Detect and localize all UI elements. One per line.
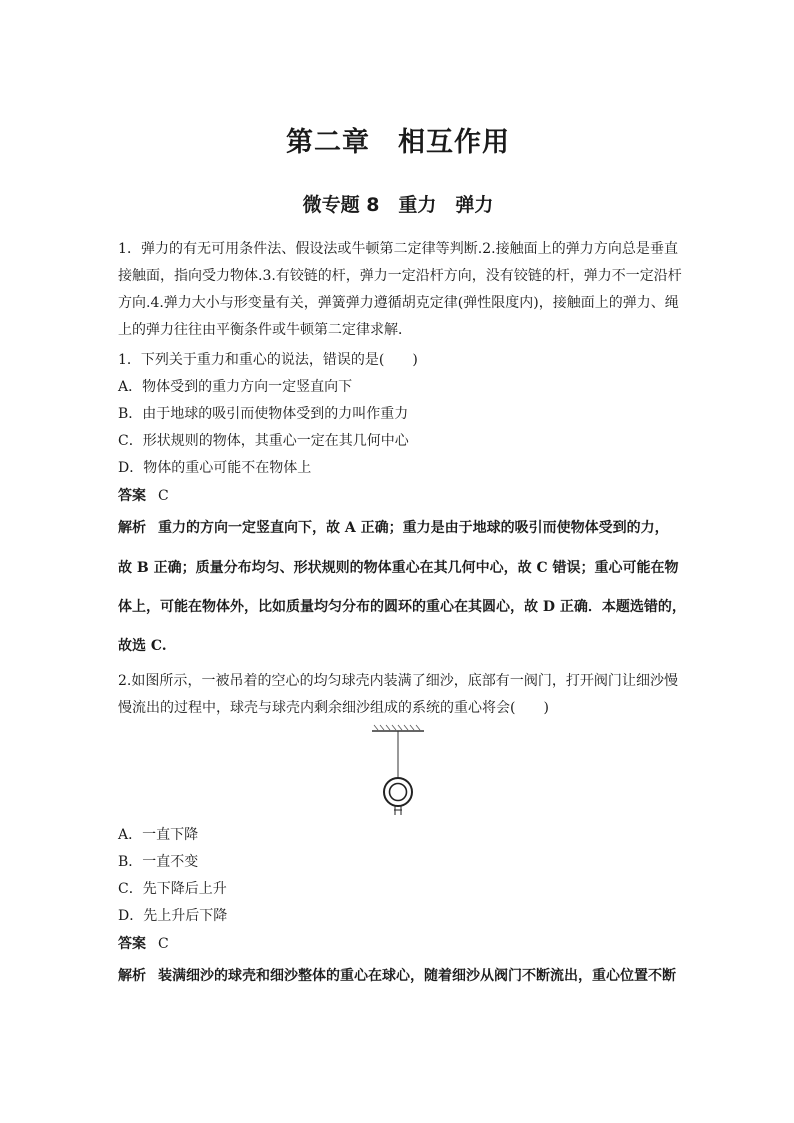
analysis-label: 解析 <box>118 520 146 536</box>
answer-label: 答案 <box>118 488 146 504</box>
question-2-option-a: A．一直下降 <box>118 827 199 843</box>
question-1-stem: 1．下列关于重力和重心的说法，错误的是( ) <box>118 352 418 368</box>
question-2-option-c: C．先下降后上升 <box>118 881 227 897</box>
summary-line: 上的弹力往往由平衡条件或牛顿第二定律求解． <box>118 322 412 338</box>
question-1-answer <box>118 487 678 505</box>
question-1-analysis-line: 故 B 正确；质量分布均匀、形状规则的物体重心在其几何中心，故 C 错误；重心可能在物 <box>118 560 679 576</box>
summary-line: 1．弹力的有无可用条件法、假设法或牛顿第二定律等判断.2.接触面上的弹力方向总是垂直 <box>118 241 678 257</box>
analysis-label: 解析 <box>118 968 146 984</box>
chapter-title: 第二章 相互作用 <box>286 127 510 158</box>
question-1-option-c: C．形状规则的物体，其重心一定在其几何中心 <box>118 433 409 449</box>
question-2-option-b: B．一直不变 <box>118 854 199 870</box>
spherical-shell-inner <box>390 784 407 801</box>
answer-label: 答案 <box>118 936 146 952</box>
valve <box>394 806 402 815</box>
analysis-text: 装满细沙的球壳和细沙整体的重心在球心，随着细沙从阀门不断流出，重心位置不断 <box>158 968 676 984</box>
analysis-text: 重力的方向一定竖直向下，故 A 正确；重力是由于地球的吸引而使物体受到的力， <box>158 520 669 536</box>
question-1-option-b: B．由于地球的吸引而使物体受到的力叫作重力 <box>118 406 409 422</box>
question-1-analysis-line: 故选 C. <box>118 638 167 654</box>
spherical-shell-outer <box>384 778 412 806</box>
ceiling-support <box>372 725 424 731</box>
topic-title: 微专题 8 重力 弹力 <box>302 194 494 216</box>
question-1-analysis-line <box>118 519 678 537</box>
summary-line: 接触面，指向受力物体.3.有铰链的杆，弹力一定沿杆方向，没有铰链的杆，弹力不一定沿杆 <box>118 268 682 284</box>
answer-value: C <box>158 936 169 952</box>
question-2-answer <box>118 935 678 953</box>
question-2-analysis-line <box>118 967 678 985</box>
question-2-stem-line: 2.如图所示，一被吊着的空心的均匀球壳内装满了细沙，底部有一阀门，打开阀门让细沙慢 <box>118 673 678 689</box>
summary-line: 方向.4.弹力大小与形变量有关，弹簧弹力遵循胡克定律(弹性限度内)，接触面上的弹力、绳 <box>118 295 679 311</box>
question-1-analysis-line: 体上，可能在物体外，比如质量均匀分布的圆环的重心在其圆心，故 D 正确．本题选错的， <box>118 599 686 615</box>
question-2-stem-line: 慢流出的过程中，球壳与球壳内剩余细沙组成的系统的重心将会( ) <box>118 700 549 716</box>
hanging-sphere-figure <box>368 724 428 820</box>
question-1-option-d: D．物体的重心可能不在物体上 <box>118 460 312 476</box>
question-1-option-a: A．物体受到的重力方向一定竖直向下 <box>118 379 353 395</box>
question-2-option-d: D．先上升后下降 <box>118 908 228 924</box>
answer-value: C <box>158 488 169 504</box>
